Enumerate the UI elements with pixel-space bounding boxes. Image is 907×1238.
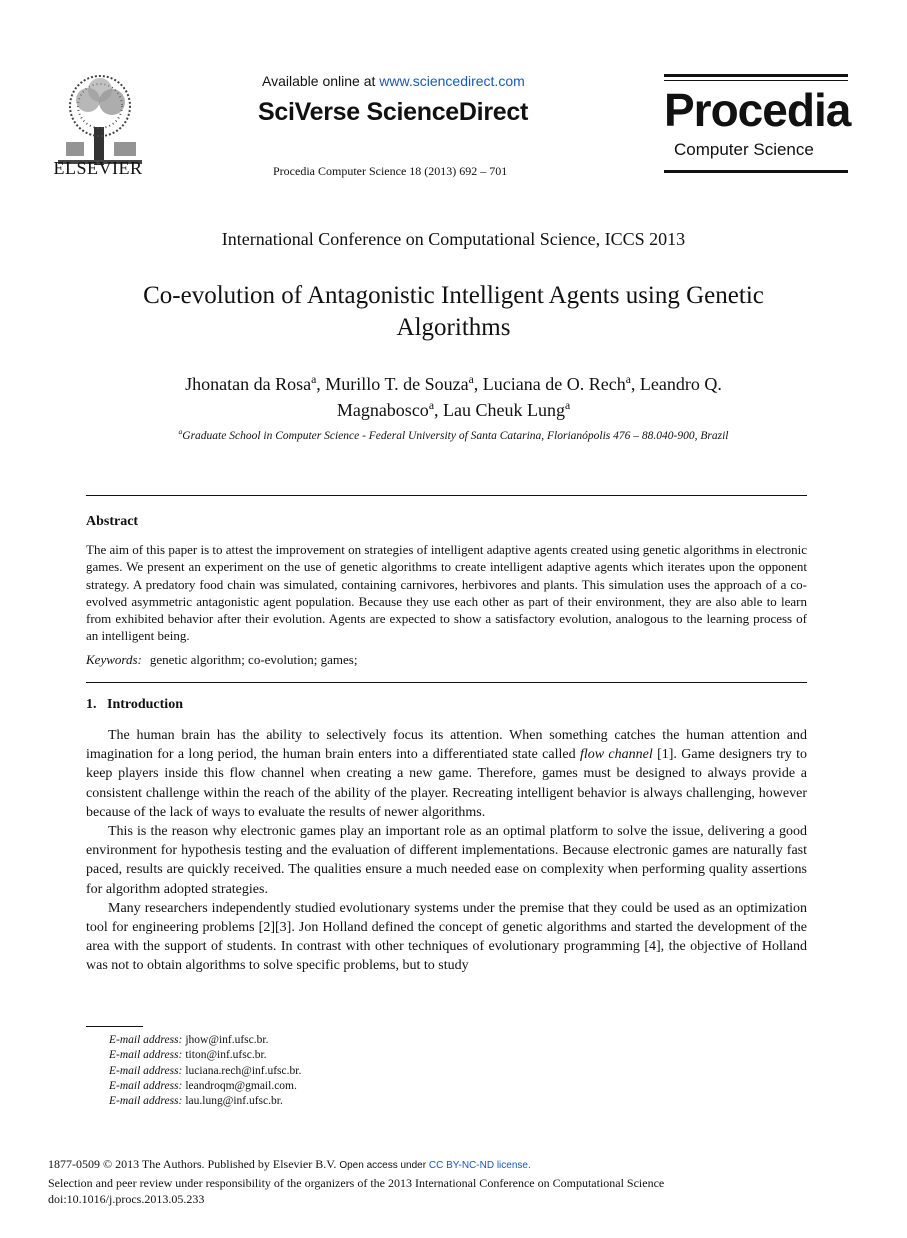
publisher-name: ELSEVIER (53, 158, 143, 178)
keywords-label: Keywords: (86, 652, 142, 667)
abstract-heading: Abstract (86, 514, 139, 529)
available-online (262, 73, 525, 89)
footnotes (109, 1033, 301, 1109)
paragraph: Many researchers independently studied evolutionary systems under the premise that they could be used as an optimization tool for engineering problems [2][3]. Jon Holland defined the concept of genetic algorithms and started the development of the area with the support of students. In contrast with other techniques of evolutionary programming [4], the objective of Holland was not to obtain algorithms to solve specific problems, but to study (86, 900, 807, 974)
journal-reference: Procedia Computer Science 18 (2013) 692 – 701 (273, 164, 508, 178)
doi: doi:10.1016/j.procs.2013.05.233 (48, 1192, 205, 1206)
title-line-1: Co-evolution of Antagonistic Intelligent Agents using Genetic (143, 282, 764, 309)
footnote-email: E-mail address: titon@inf.ufsc.br. (109, 1049, 267, 1062)
footnote-email: E-mail address: luciana.rech@inf.ufsc.br. (109, 1064, 302, 1077)
journal-logo-subtitle: Computer Science (674, 140, 814, 159)
affiliation: $^a$Graduate School in Computer Science - Federal University of Santa Catarina, Florianópolis 476 – 88.040-900, Brazil (178, 427, 729, 442)
footnote-email: E-mail address: leandroqm@gmail.com. (109, 1079, 297, 1092)
paragraph: This is the reason why electronic games play an important role as an optimal platform to solve the issue, delivering a good environment for hypothesis testing and the evaluation of different implementations. Because electronic games are naturally fast paced, results are quickly received. The qualities ensure a much needed ease on complexity when performing quality assertions for algorithm adopted strategies. (86, 824, 807, 897)
author: Luciana de O. Rech (482, 374, 626, 394)
footnote-email: E-mail address: jhow@inf.ufsc.br. (109, 1034, 269, 1046)
section-heading: 1. Introduction (86, 697, 183, 712)
keywords (86, 652, 357, 668)
journal-logo (664, 74, 851, 174)
available-prefix: Available online at (262, 73, 380, 89)
footnote-rule (86, 1026, 143, 1027)
title-line-2: Algorithms (396, 314, 511, 341)
paper-title (0, 280, 907, 344)
author: Jhonatan da Rosa (185, 374, 312, 394)
divider (86, 495, 807, 496)
author: Magnabosco (336, 400, 429, 420)
platform-logo: SciVerse ScienceDirect (258, 98, 528, 126)
footnote-email: E-mail address: lau.lung@inf.ufsc.br. (109, 1095, 283, 1108)
section-body (86, 726, 807, 976)
author: Lau Cheuk Lung (443, 400, 565, 420)
copyright-footer: 1877-0509 © 2013 The Authors. Published by Elsevier B.V. Open access under CC BY-NC-ND license. Selection and peer review under responsibility of the organizers of the 2013 International Conference on Computational Science doi:10.1016/j.procs.2013.05.233 (48, 1157, 665, 1206)
divider (86, 682, 807, 683)
author-list: Jhonatan da Rosa$^a$, Murillo T. de Souza$^a$, Luciana de O. Rech$^a$, Leandro Q. Magnabosco$^a$, Lau Cheuk Lung$^a$ (185, 373, 722, 420)
journal-logo-title: Procedia (664, 84, 851, 136)
conference-name: International Conference on Computational Science, ICCS 2013 (221, 229, 686, 249)
abstract-text: The aim of this paper is to attest the improvement on strategies of intelligent adaptive agents created using genetic algorithms in electronic games. We present an experiment on the use of genetic algorithms to create intelligent adaptive agents which iterates upon the opponent strategy. A predatory food chain was simulated, containing carnivores, herbivores and plants. This simulation uses the approach of a co-evolved asymmetric antagonistic agent population. Because they use each other as part of their environment, they are also able to learn from exhibited behavior after their evolution. Agents are expected to show a satisfactory evolution, analogous to the learning process of an intelligent being. (86, 542, 807, 644)
paragraph: The human brain has the ability to selectively focus its attention. When something catches the human attention and imagination for a long period, the human brain enters into a differentiated state called flow channel [1]. Game designers try to keep players inside this flow channel when creating a new game. Therefore, games must be designed to always provide a consistent challenge within the reach of the ability of the player. Recreating intelligent behavior is always challenging, however because of the lack of ways to evaluate the results of newer algorithms. (86, 728, 808, 820)
keywords-list: genetic algorithm; co-evolution; games; (149, 652, 358, 667)
author: Murillo T. de Souza (325, 374, 469, 394)
sciencedirect-link[interactable]: www.sciencedirect.com (379, 73, 525, 89)
license-link[interactable]: CC BY-NC-ND license. (428, 1160, 531, 1171)
author: Leandro Q. (639, 374, 722, 394)
